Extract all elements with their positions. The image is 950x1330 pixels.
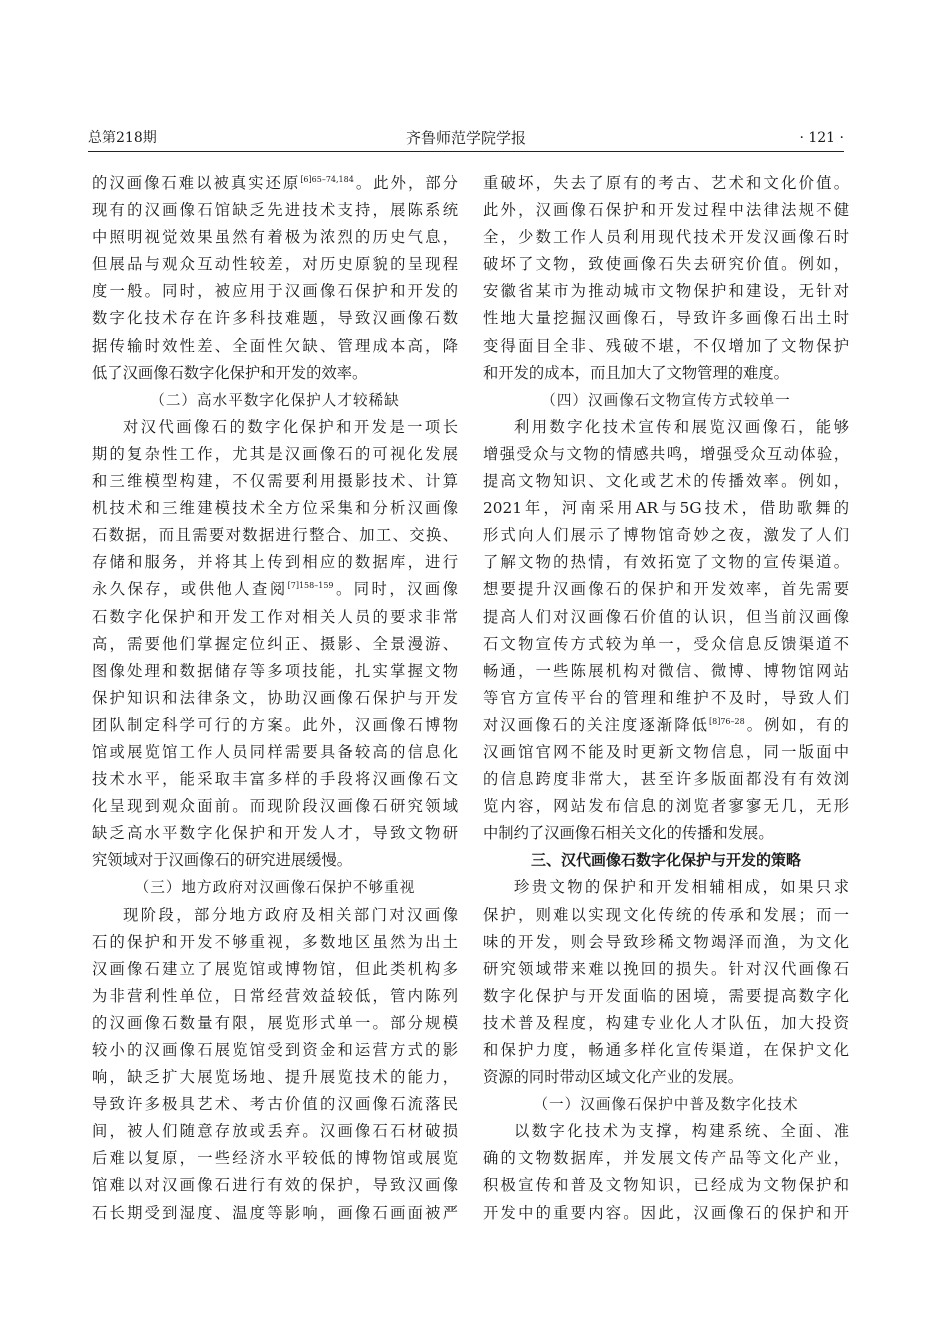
text-line: 高，需要他们掌握定位纠正、摄影、全景漫游、	[92, 634, 458, 653]
text-line: 技术水平，能采取丰富多样的手段将汉画像石文	[92, 770, 458, 789]
text-line: 中制约了汉画像石相关文化的传播和发展。	[483, 824, 774, 843]
text-line: 汉画馆官网不能及时更新文物信息，同一版面中	[483, 742, 849, 761]
text-line: 的信息跨度非常大，甚至许多版面都没有有效浏	[483, 770, 849, 789]
text-line: 重破坏，失去了原有的考古、艺术和文化价值。	[483, 174, 849, 192]
text-line: 等官方宣传平台的管理和维护不及时，导致人们	[483, 688, 849, 707]
text-line: 石的保护和开发不够重视，多数地区虽然为出土	[92, 932, 458, 951]
text-line: 图像处理和数据储存等多项技能，扎实掌握文物	[92, 661, 458, 680]
text-line: 确的文物数据库，并发展文传产品等文化产业，	[483, 1149, 849, 1168]
text-line: 形式向人们展示了博物馆奇妙之夜，激发了人们	[483, 526, 849, 545]
citation-ref: [7]158–159	[287, 581, 334, 591]
text-line: 研究领域带来难以挽回的损失。针对汉代画像石	[483, 959, 849, 978]
text-line: 团队制定科学可行的方案。此外，汉画像石博物	[92, 715, 458, 734]
text-line: 提高文物知识、文化或艺术的传播效率。例如，	[483, 472, 849, 491]
text-line: 和开发的成本，而且加大了文物管理的难度。	[483, 363, 789, 382]
text-line: 究领域对于汉画像石的研究进展缓慢。	[92, 851, 353, 870]
text-line: 度一般。同时，被应用于汉画像石保护和开发的	[92, 282, 458, 301]
text-line: 和保护力度，畅通多样化宣传渠道，在保护文化	[483, 1041, 849, 1059]
text-line: 的汉画像石数量有限，展览形式单一。部分规模	[92, 1013, 458, 1032]
text-line: 石数据，而且需要对数据进行整合、加工、交换、	[92, 526, 458, 545]
text-line: 为非营利性单位，日常经营效益较低，管内陈列	[92, 986, 458, 1005]
subsection-heading: （三）地方政府对汉画像石保护不够重视	[134, 879, 416, 897]
text-line: 后难以复原，一些经济水平较低的博物馆或展览	[92, 1149, 458, 1168]
text-line: 馆难以对汉画像石进行有效的保护，导致汉画像	[92, 1176, 458, 1195]
text-line: 间，被人们随意存放或丢弃。汉画像石石材破损	[92, 1122, 458, 1141]
page-number: · 121 ·	[799, 130, 844, 146]
text-line: 性地大量挖掘汉画像石，导致许多画像石出土时	[483, 309, 849, 328]
text-line: 的汉画像石难以被真实还原$^{[6]65-74,184}$。此外，部分	[92, 174, 458, 192]
text-line: 畅通，一些陈展机构对微信、微博、博物馆网站	[483, 661, 849, 680]
text-line: 机技术和三维建模技术全方位采集和分析汉画像	[92, 499, 458, 518]
text-line: 现有的汉画像石馆缺乏先进技术支持，展陈系统	[92, 201, 458, 220]
text-line: 保护知识和法律条文，协助汉画像石保护与开发	[92, 688, 458, 707]
text-line: 导致许多极具艺术、考古价值的汉画像石流落民	[92, 1095, 458, 1114]
text-line: 保护，则难以实现文化传统的传承和发展；而一	[483, 905, 849, 924]
journal-title: 齐鲁师范学院学报	[405, 129, 526, 147]
text-line: 和三维模型构建，不仅需要利用摄影技术、计算	[92, 472, 458, 491]
text-line: 技术普及程度，构建专业化人才队伍，加大投资	[483, 1013, 849, 1032]
text-line: 此外，汉画像石保护和开发过程中法律法规不健	[483, 201, 849, 220]
text-line: 据传输时效性差、全面性欠缺、管理成本高，降	[92, 336, 458, 355]
text-line: 但展品与观众互动性较差，对历史原貌的呈现程	[92, 255, 458, 274]
issue-number: 总第218期	[88, 130, 157, 146]
subsection-heading: （二）高水平数字化保护人才较稀缺	[150, 391, 400, 409]
text-line: 石长期受到湿度、温度等影响，画像石画面被严	[92, 1203, 458, 1222]
text-line: 2021年，河南采用AR与5G技术，借助歌舞的	[483, 499, 849, 518]
text-line: 汉画像石建立了展览馆或博物馆，但此类机构多	[92, 959, 458, 978]
text-line: 对汉代画像石的数字化保护和开发是一项长	[123, 417, 458, 436]
citation-ref: [6]65–74,184	[300, 175, 354, 184]
running-head	[88, 127, 844, 152]
text-line: 数字化保护与开发面临的困境，需要提高数字化	[483, 986, 849, 1005]
text-line: 响，缺乏扩大展览场地、提升展览技术的能力，	[92, 1068, 458, 1087]
text-line: 缺乏高水平数字化保护和开发人才，导致文物研	[92, 824, 458, 843]
text-line: 提高人们对汉画像石价值的认识，但当前汉画像	[483, 607, 849, 626]
subsection-heading: （一）汉画像石保护中普及数字化技术	[533, 1096, 799, 1114]
text-line: 破坏了文物，致使画像石失去研究价值。例如，	[483, 255, 849, 274]
section-heading: 三、汉代画像石数字化保护与开发的策略	[530, 851, 801, 870]
text-line: 资源的同时带动区域文化产业的发展。	[483, 1068, 744, 1087]
text-line: 增强受众与文物的情感共鸣，增强受众互动体验，	[483, 444, 849, 463]
text-line: 以数字化技术为支撑，构建系统、全面、准	[514, 1122, 849, 1141]
text-line: 珍贵文物的保护和开发相辅相成，如果只求	[514, 878, 849, 897]
subsection-heading: （四）汉画像石文物宣传方式较单一	[541, 391, 791, 409]
text-line: 较小的汉画像石展览馆受到资金和运营方式的影	[92, 1041, 458, 1059]
text-line: 安徽省某市为推动城市文物保护和建设，无针对	[483, 282, 849, 301]
text-line: 永久保存，或供他人查阅$^{[7]158-159}$。同时，汉画像	[92, 580, 458, 599]
text-line: 数字化技术存在许多科技难题，导致汉画像石数	[92, 309, 458, 328]
text-line: 石文物宣传方式较为单一，受众信息反馈渠道不	[483, 634, 849, 653]
text-line: 馆或展览馆工作人员同样需要具备较高的信息化	[92, 742, 458, 761]
text-line: 中照明视觉效果虽然有着极为浓烈的历史气息，	[92, 228, 458, 247]
text-line: 全，少数工作人员利用现代技术开发汉画像石时	[483, 228, 849, 247]
text-line: 变得面目全非、残破不堪，不仅增加了文物保护	[483, 336, 849, 355]
text-line: 低了汉画像石数字化保护和开发的效率。	[92, 363, 368, 382]
text-line: 存储和服务，并将其上传到相应的数据库，进行	[92, 553, 458, 572]
text-line: 味的开发，则会导致珍稀文物竭泽而渔，为文化	[483, 932, 849, 951]
text-line: 期的复杂性工作，尤其是汉画像石的可视化发展	[92, 444, 458, 463]
text-line: 开发中的重要内容。因此，汉画像石的保护和开	[483, 1203, 849, 1222]
text-line: 了解文物的热情，有效拓宽了文物的宣传渠道。	[483, 553, 849, 572]
text-line: 化呈现到观众面前。而现阶段汉画像石研究领域	[92, 797, 458, 816]
text-line: 积极宣传和普及文物知识，已经成为文物保护和	[483, 1176, 849, 1195]
citation-ref: [8]76–28	[708, 716, 745, 726]
text-line: 想要提升汉画像石的保护和开发效率，首先需要	[483, 580, 849, 599]
text-line: 石数字化保护和开发工作对相关人员的要求非常	[92, 607, 458, 626]
text-line: 览内容，网站发布信息的浏览者寥寥无几，无形	[483, 797, 849, 816]
right-column	[483, 170, 849, 1227]
text-line: 现阶段，部分地方政府及相关部门对汉画像	[123, 905, 458, 924]
text-line: 对汉画像石的关注度逐渐降低$^{[8]76-28}$。例如，有的	[483, 715, 849, 734]
left-column	[92, 170, 458, 1227]
text-line: 利用数字化技术宣传和展览汉画像石，能够	[514, 417, 849, 436]
